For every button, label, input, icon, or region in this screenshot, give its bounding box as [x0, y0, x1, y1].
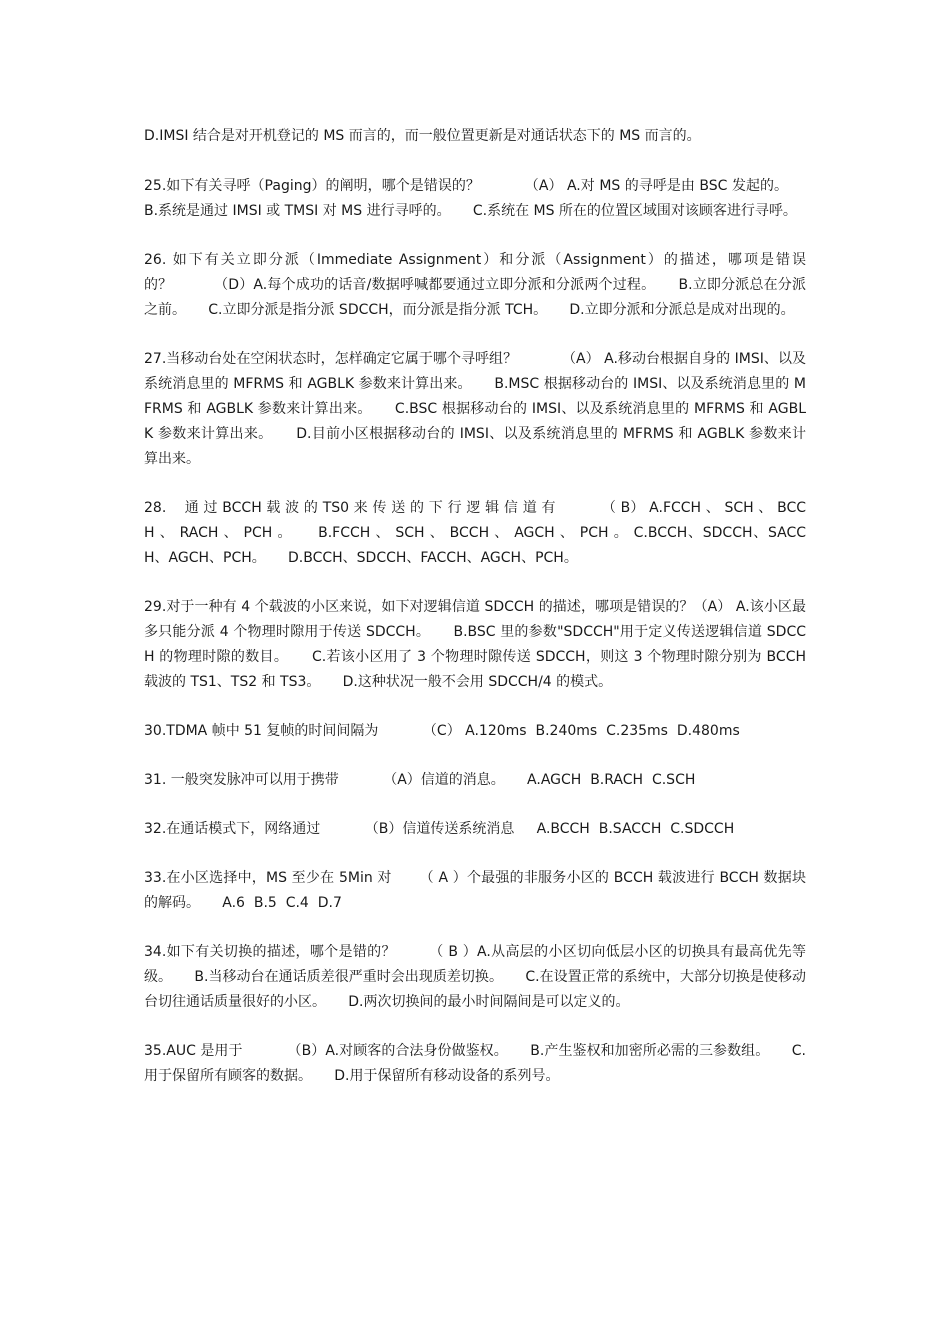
question-26: 26. 如下有关立即分派（Immediate Assignment）和分派（Assignment）的描述，哪项是错误的？ （D）A.每个成功的话音/数据呼喊都要通过立即分派和分派两个过程。 B.立即分派总在分派之前。 C.立即分派是指分派 SDCCH，而分派是指分派 TCH。 D.立即分派和分派总是成对出现的。 — [144, 252, 806, 318]
question-25: 25.如下有关寻呼（Paging）的阐明，哪个是错误的？ （A） A.对 MS 的寻呼是由 BSC 发起的。 B.系统是通过 IMSI 或 TMSI 对 MS 进行寻呼的。 C.系统在 MS 所在的位置区域围对该顾客进行寻呼。 — [144, 178, 806, 219]
question-27: 27.当移动台处在空闲状态时，怎样确定它属于哪个寻呼组？ （A） A.移动台根据自身的 IMSI、以及系统消息里的 MFRMS 和 AGBLK 参数来计算出来。 B.MSC 根据移动台的 IMSI、以及系统消息里的 MFRMS 和 AGBLK 参数来计算出来。 C.BSC 根据移动台的 IMSI、以及系统消息里的 MFRMS 和 AGBLK 参数来计算出来。 D.目前小区根据移动台的 IMSI、以及系统消息里的 MFRMS 和 AGBLK 参数来计算出来。 — [144, 351, 806, 467]
question-35: 35.AUC 是用于 （B）A.对顾客的合法身份做鉴权。 B.产生鉴权和加密所必需的三参数组。 C.用于保留所有顾客的数据。 D.用于保留所有移动设备的系列号。 — [144, 1043, 806, 1084]
document-page — [144, 124, 806, 1113]
paragraph-imsi-attach: D.IMSI 结合是对开机登记的 MS 而言的，而一般位置更新是对通话状态下的 MS 而言的。 — [144, 128, 701, 144]
question-32: 32.在通话模式下，网络通过 （B）信道传送系统消息 A.BCCH B.SACCH C.SDCCH — [144, 821, 735, 837]
question-33: 33.在小区选择中，MS 至少在 5Min 对 （ A ）个最强的非服务小区的 BCCH 载波进行 BCCH 数据块的解码。 A.6 B.5 C.4 D.7 — [144, 870, 806, 911]
question-34: 34.如下有关切换的描述，哪个是错的？ （ B ）A.从高层的小区切向低层小区的切换具有最高优先等级。 B.当移动台在通话质差很严重时会出现质差切换。 C.在设置正常的系统中，大部分切换是使移动台切往通话质量很好的小区。 D.两次切换间的最小时间隔间是可以定义的。 — [144, 944, 806, 1010]
question-29: 29.对于一种有 4 个载波的小区来说，如下对逻辑信道 SDCCH 的描述，哪项是错误的？（A） A.该小区最多只能分派 4 个物理时隙用于传送 SDCCH。 B.BSC 里的参数"SDCCH"用于定义传送逻辑信道 SDCCH 的物理时隙的数目。 C.若该小区用了 3 个物理时隙传送 SDCCH，则这 3 个物理时隙分别为 BCCH 载波的 TS1、TS2 和 TS3。 D.这种状况一般不会用 SDCCH/4 的模式。 — [144, 599, 806, 690]
question-28: 28. 通 过 BCCH 载 波 的 TS0 来 传 送 的 下 行 逻 辑 信 道 有 （ B） A.FCCH 、 SCH 、 BCCH 、 RACH 、 PCH 。 B.FCCH 、 SCH 、 BCCH 、 AGCH 、 PCH 。 C.BCCH、SDCCH、SACCH、AGCH、PCH。 D.BCCH、SDCCH、FACCH、AGCH、PCH。 — [144, 500, 806, 566]
question-30: 30.TDMA 帧中 51 复帧的时间间隔为 （C） A.120ms B.240ms C.235ms D.480ms — [144, 723, 740, 739]
question-31: 31. 一般突发脉冲可以用于携带 （A）信道的消息。 A.AGCH B.RACH C.SCH — [144, 772, 696, 788]
